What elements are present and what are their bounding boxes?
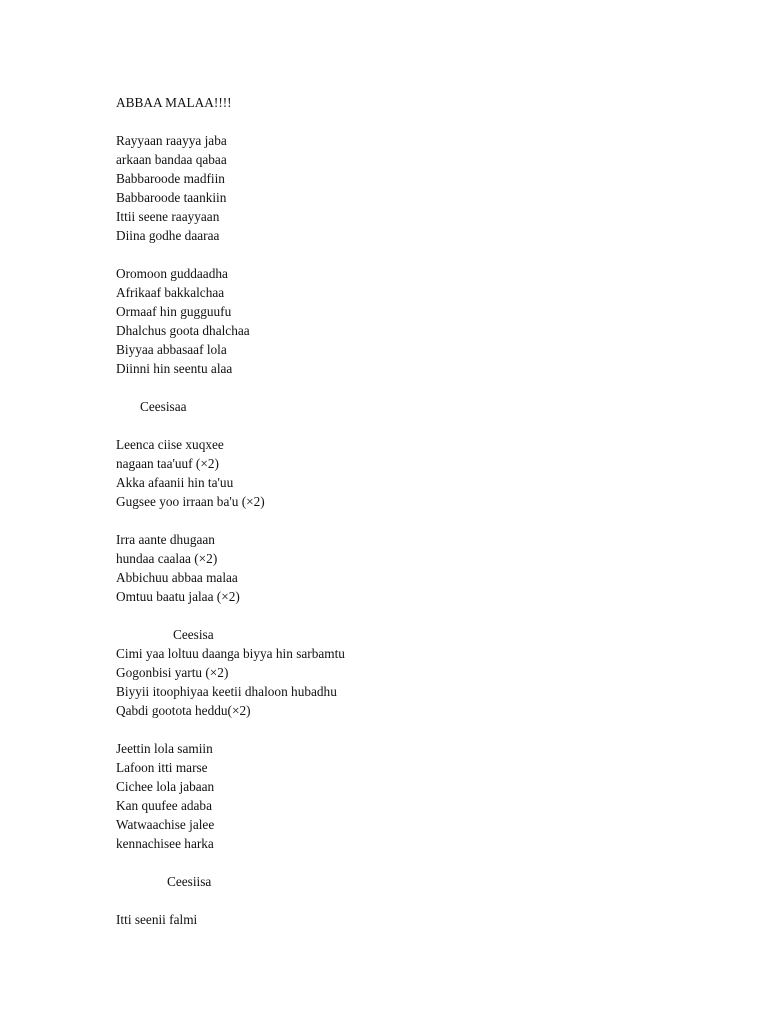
lyric-line: Rayyaan raayya jaba (116, 133, 227, 148)
blank-line (116, 112, 716, 131)
lyric-line: Omtuu baatu jalaa (×2) (116, 589, 240, 604)
lyric-line: Cimi yaa loltuu daanga biyya hin sarbamtu (116, 646, 345, 661)
blank-line (116, 378, 716, 397)
lyric-line: Cichee lola jabaan (116, 779, 215, 794)
chorus-label: Ceesiisa (167, 874, 212, 889)
lyric-line: Qabdi gootota heddu(×2) (116, 703, 251, 718)
lyric-line: Biyyaa abbasaaf lola (116, 342, 227, 357)
lyric-line: Itti seenii falmi (116, 912, 198, 927)
lyric-line: Irra aante dhugaan (116, 532, 215, 547)
lyric-line: kennachisee harka (116, 836, 214, 851)
chorus-label: Ceesisa (173, 627, 214, 642)
lyric-line: Oromoon guddaadha (116, 266, 228, 281)
lyric-line: hundaa caalaa (×2) (116, 551, 218, 566)
blank-line (116, 606, 716, 625)
blank-line (116, 416, 716, 435)
lyric-line: arkaan bandaa qabaa (116, 152, 227, 167)
chorus-label: Ceesisaa (140, 399, 187, 414)
blank-line (116, 245, 716, 264)
lyric-line: Gugsee yoo irraan ba'u (×2) (116, 494, 265, 509)
lyric-line: Kan quufee adaba (116, 798, 212, 813)
blank-line (116, 891, 716, 910)
lyric-line: Diina godhe daaraa (116, 228, 220, 243)
lyric-line: Jeettin lola samiin (116, 741, 213, 756)
song-title: ABBAA MALAA!!!! (116, 95, 232, 110)
lyric-line: Ormaaf hin gugguufu (116, 304, 232, 319)
lyric-line: Ittii seene raayyaan (116, 209, 220, 224)
lyric-line: Gogonbisi yartu (×2) (116, 665, 229, 680)
lyric-line: Biyyii itoophiyaa keetii dhaloon hubadhu (116, 684, 337, 699)
lyric-line: Akka afaanii hin ta'uu (116, 475, 234, 490)
lyric-line: Afrikaaf bakkalchaa (116, 285, 225, 300)
blank-line (116, 853, 716, 872)
lyric-line: Dhalchus goota dhalchaa (116, 323, 250, 338)
lyric-line: Leenca ciise xuqxee (116, 437, 224, 452)
blank-line (116, 720, 716, 739)
blank-line (116, 511, 716, 530)
lyric-line: Abbichuu abbaa malaa (116, 570, 238, 585)
lyric-line: nagaan taa'uuf (×2) (116, 456, 219, 471)
lyric-line: Babbaroode madfiin (116, 171, 225, 186)
lyric-line: Babbaroode taankiin (116, 190, 227, 205)
lyrics-text (116, 93, 716, 929)
lyric-line: Watwaachise jalee (116, 817, 215, 832)
lyric-line: Lafoon itti marse (116, 760, 208, 775)
lyric-line: Diinni hin seentu alaa (116, 361, 233, 376)
